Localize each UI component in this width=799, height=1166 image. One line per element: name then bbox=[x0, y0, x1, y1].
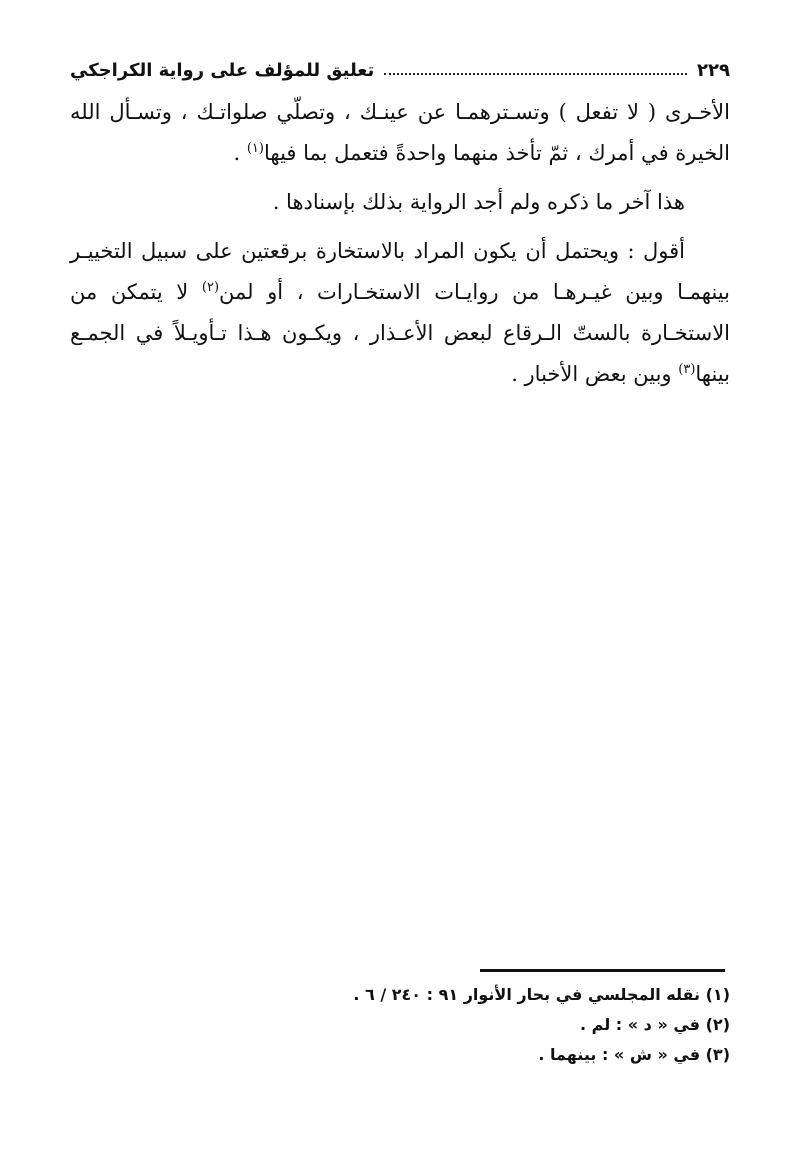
paragraph-1-end: . bbox=[233, 141, 247, 165]
page-header bbox=[70, 52, 730, 88]
footnotes bbox=[70, 980, 730, 1070]
paragraph-2: هذا آخر ما ذكره ولم أجد الرواية بذلك بإسنادها . bbox=[272, 190, 685, 214]
running-title: تعليق للمؤلف على رواية الكراجكي bbox=[70, 59, 375, 81]
paragraph-3-text-a: أقول : ويحتمل أن يكون المراد بالاستخارة برقعتين على سبيل التخييـر بينهمـا وبين غيـرهـا من روايـات الاستخـارات ، أو لمن bbox=[70, 239, 730, 304]
footnote-1: (١) نقله المجلسي في بحار الأنوار ٩١ : ٢٤٠ / ٦ . bbox=[353, 985, 730, 1004]
footnote-ref-2: (٢) bbox=[201, 280, 220, 295]
paragraph-3-text-c: وبين بعض الأخبار . bbox=[511, 362, 679, 386]
footnote-separator bbox=[480, 969, 725, 972]
paragraph-3-text-b: لا يتمكن من الاستخـارة بالستّ الـرقاع لبعض الأعـذار ، ويكـون هـذا تـأويـلاً في الجمـع بينها bbox=[70, 280, 730, 386]
paragraph-1-text: الأخـرى ( لا تفعل ) وتسـترهمـا عن عينـك ، وتصلّي صلواتـك ، وتسـأل الله الخيرة في أمرك ، ثمّ تأخذ منهما واحدةً فتعمل بما فيها bbox=[70, 100, 730, 165]
footnote-ref-1: (١) bbox=[246, 141, 264, 156]
footnote-ref-3: (٣) bbox=[678, 362, 696, 377]
footnote-2: (٢) في « د » : لم . bbox=[580, 1015, 730, 1034]
page-number: ٢٢٩ bbox=[697, 59, 730, 81]
paragraph-3 bbox=[70, 231, 730, 395]
paragraph-1 bbox=[70, 92, 730, 174]
main-text bbox=[70, 92, 730, 395]
header-leader-dots bbox=[384, 73, 687, 75]
footnote-3: (٣) في « ش » : بينهما . bbox=[538, 1045, 730, 1064]
